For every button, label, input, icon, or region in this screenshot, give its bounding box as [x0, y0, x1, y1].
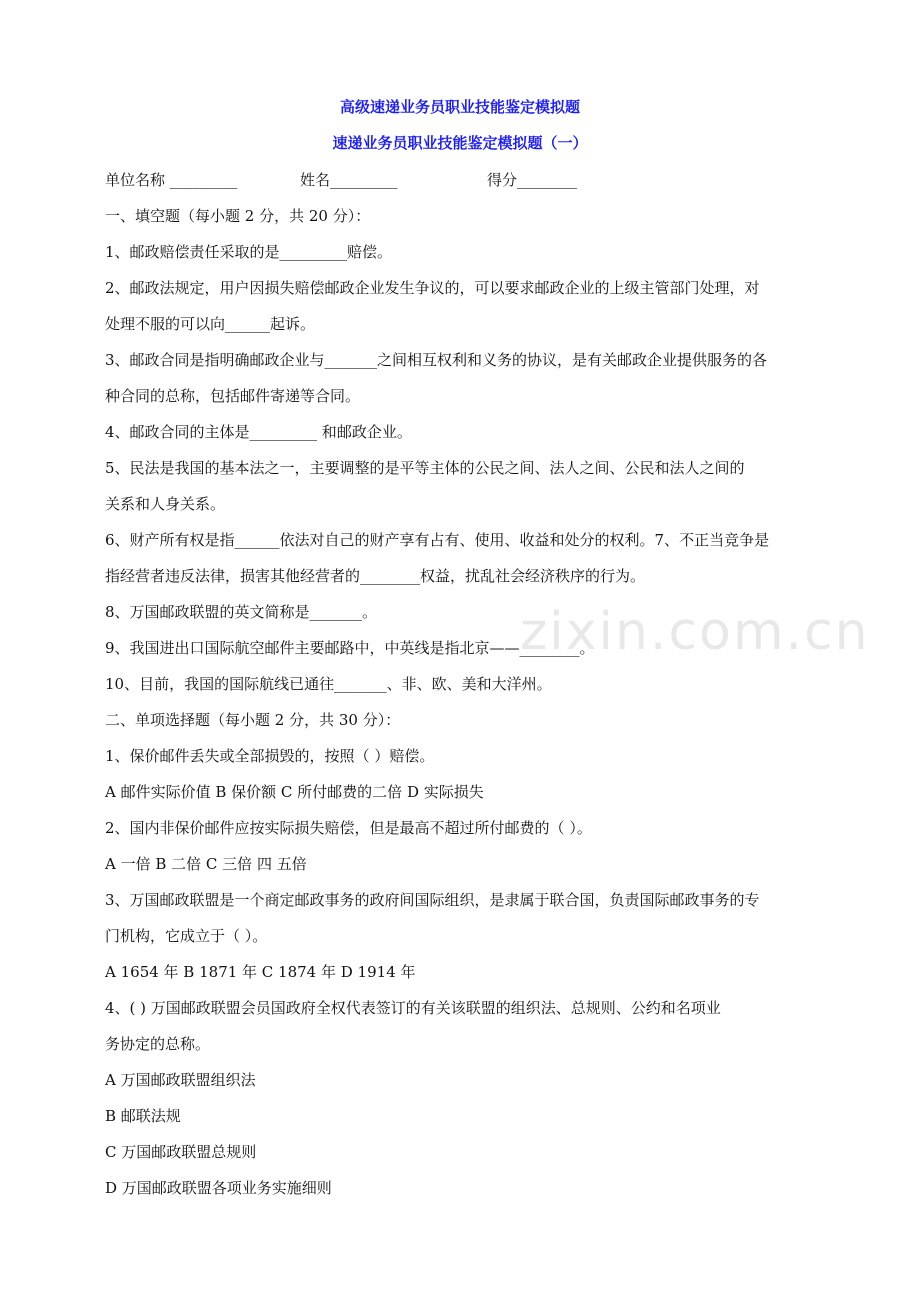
question-line: 8、万国邮政联盟的英文简称是_______。	[105, 603, 378, 621]
person-name-field: 姓名_________	[300, 171, 398, 189]
unit-name-field: 单位名称 _________	[105, 171, 238, 189]
question-line: 4、( ) 万国邮政联盟会员国政府全权代表签订的有关该联盟的组织法、总规则、公约和名项业	[105, 999, 721, 1017]
question-line: 3、邮政合同是指明确邮政企业与_______之间相互权利和义务的协议，是有关邮政企业提供服务的各	[105, 351, 768, 369]
question-line: 2、邮政法规定，用户因损失赔偿邮政企业发生争议的，可以要求邮政企业的上级主管部门处理，对	[105, 279, 760, 297]
question-line: 9、我国进出口国际航空邮件主要邮路中，中英线是指北京——________。	[105, 639, 595, 657]
choice-option: C 万国邮政联盟总规则	[105, 1143, 257, 1161]
question-line: 种合同的总称，包括邮件寄递等合同。	[105, 387, 361, 405]
question-line: 1、邮政赔偿责任采取的是_________赔偿。	[105, 243, 393, 261]
question-line: 4、邮政合同的主体是_________ 和邮政企业。	[105, 423, 412, 441]
question-line: 指经营者违反法律，损害其他经营者的________权益，扰乱社会经济秩序的行为。	[105, 567, 646, 585]
question-line: 6、财产所有权是指______依法对自己的财产享有占有、使用、收益和处分的权利。7、不正当竞争是	[105, 531, 770, 549]
choice-options: A 1654 年 B 1871 年 C 1874 年 D 1914 年	[105, 963, 416, 981]
choice-option: D 万国邮政联盟各项业务实施细则	[105, 1179, 332, 1197]
choice-options: A 一倍 B 二倍 C 三倍 四 五倍	[105, 855, 307, 873]
choice-option: A 万国邮政联盟组织法	[105, 1071, 256, 1089]
question-line: 关系和人身关系。	[105, 495, 226, 513]
choice-option: B 邮联法规	[105, 1107, 181, 1125]
sub-title: 速递业务员职业技能鉴定模拟题（一）	[332, 134, 588, 152]
watermark: zixin.com.cn	[520, 602, 870, 662]
score-field: 得分________	[487, 171, 578, 189]
question-line: 门机构，它成立于（ ）。	[105, 927, 268, 945]
question-line: 处理不服的可以向______起诉。	[105, 315, 316, 333]
question-line: 10、目前，我国的国际航线已通往_______、非、欧、美和大洋州。	[105, 675, 552, 693]
question-line: 2、国内非保价邮件应按实际损失赔偿，但是最高不超过所付邮费的（ ）。	[105, 819, 592, 837]
question-line: 5、民法是我国的基本法之一，主要调整的是平等主体的公民之间、法人之间、公民和法人之间的	[105, 459, 745, 477]
question-line: 务协定的总称。	[105, 1035, 211, 1053]
question-line: 3、万国邮政联盟是一个商定邮政事务的政府间国际组织，是隶属于联合国，负责国际邮政事务的专	[105, 891, 760, 909]
section-heading-single-choice: 二、单项选择题（每小题 2 分，共 30 分）：	[105, 711, 401, 729]
question-line: 1、保价邮件丢失或全部损毁的，按照（ ）赔偿。	[105, 747, 435, 765]
choice-options: A 邮件实际价值 B 保价额 C 所付邮费的二倍 D 实际损失	[105, 783, 484, 801]
main-title: 高级速递业务员职业技能鉴定模拟题	[339, 98, 580, 116]
section-heading-fill-in: 一、填空题（每小题 2 分，共 20 分）：	[105, 207, 371, 225]
